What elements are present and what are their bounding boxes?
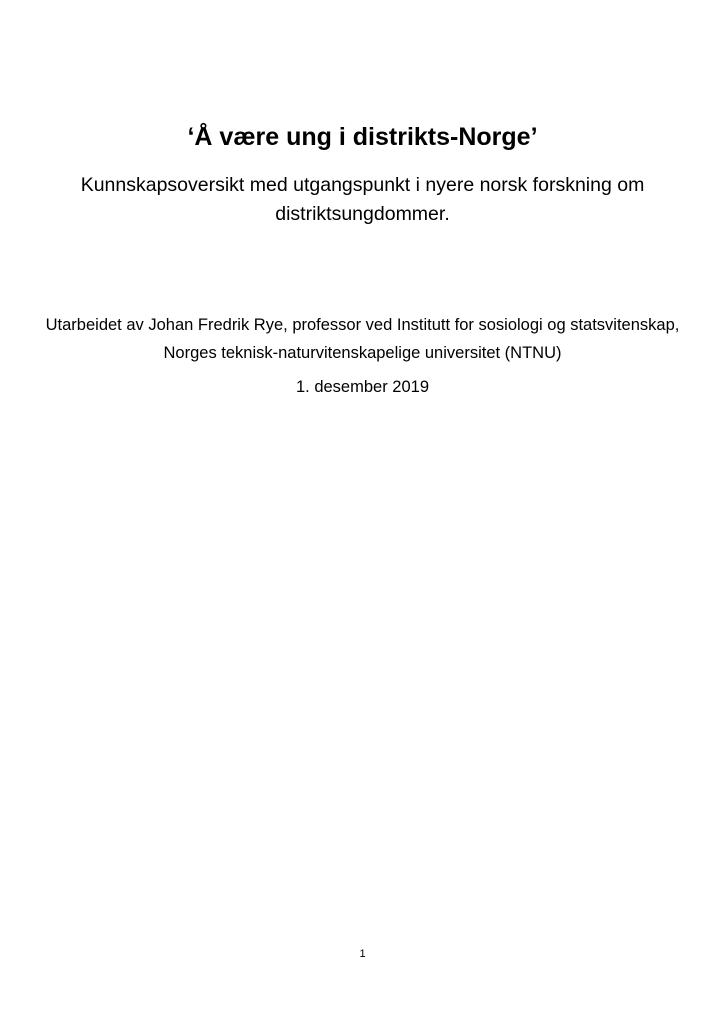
document-title: ‘Å være ung i distrikts-Norge’	[187, 123, 538, 151]
document-subtitle: Kunnskapsoversikt med utgangspunkt i nyere norsk forskning om distriktsungdommer.	[80, 174, 645, 225]
author-line: Utarbeidet av Johan Fredrik Rye, professor ved Institutt for sosiologi og statsvitenskap, Norges teknisk-naturvitenskapelige universitet (NTNU)	[45, 316, 680, 362]
page-number: 1	[359, 948, 366, 960]
document-date: 1. desember 2019	[295, 378, 429, 396]
